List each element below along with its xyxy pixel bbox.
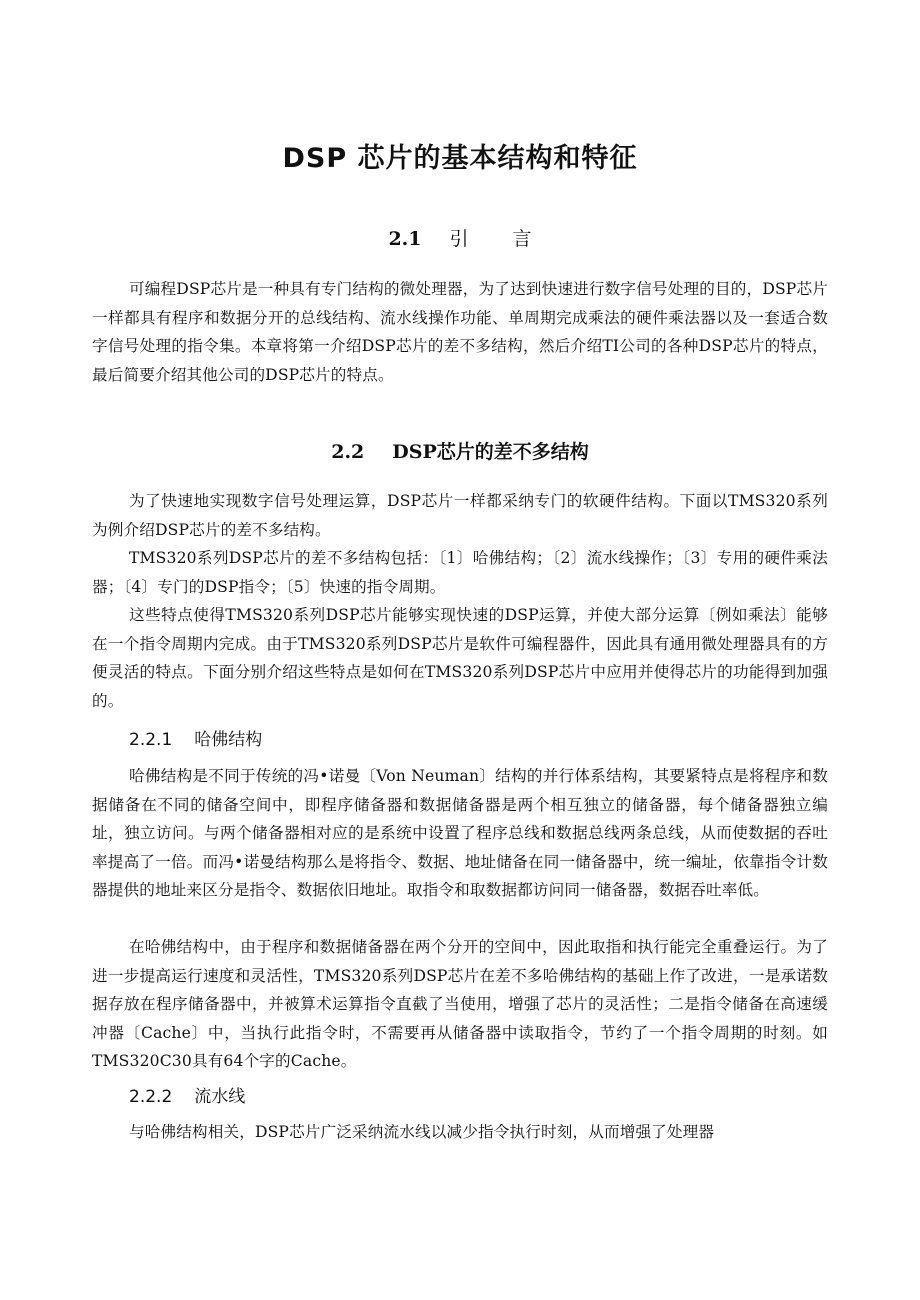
paragraph: 与哈佛结构相关，DSP芯片广泛采纳流水线以减少指令执行时刻，从而增强了处理器 [129,1123,715,1141]
paragraph-intro: 可编程DSP芯片是一种具有专门结构的微处理器，为了达到快速进行数字信号处理的目的，DSP芯片一样都具有程序和数据分开的总线结构、流水线操作功能、单周期完成乘法的硬件乘法器以及一套适合数字信号处理的指令集。本章将第一介绍DSP芯片的差不多结构，然后介绍TI公司的各种DSP芯片的特点，最后简要介绍其他公司的DSP芯片的特点。 [92,280,828,384]
section-number: 2.1 [388,228,422,250]
section-number: 2.2 [331,441,365,463]
document-page [92,0,828,1300]
section-heading-2-1 [92,224,828,251]
subsection-heading-2-2-2 [129,1082,245,1107]
section-title: DSP芯片的差不多结构 [392,441,589,463]
subsection-heading-2-2-1 [129,725,262,750]
section-title: 引言 [449,228,576,250]
paragraph: 在哈佛结构中，由于程序和数据储备器在两个分开的空间中，因此取指和执行能完全重叠运行。为了进一步提高运行速度和灵活性，TMS320系列DSP芯片在差不多哈佛结构的基础上作了改进，一是承诺数据存放在程序储备器中，并被算术运算指令直截了当使用，增强了芯片的灵活性；二是指令储备在高速缓冲器〔Cache〕中，当执行此指令时，不需要再从储备器中读取指令，节约了一个指令周期的时刻。如TMS320C30具有64个字的Cache。 [92,938,828,1071]
section-heading-2-2 [92,437,828,464]
paragraph: 哈佛结构是不同于传统的冯•诺曼〔Von Neuman〕结构的并行体系结构，其要紧特点是将程序和数据储备在不同的储备空间中，即程序储备器和数据储备器是两个相互独立的储备器，每个储备器独立编址，独立访问。与两个储备器相对应的是系统中设置了程序总线和数据总线两条总线，从而使数据的吞吐率提高了一倍。而冯•诺曼结构那么是将指令、数据、地址储备在同一储备器中，统一编址，依靠指令计数器提供的地址来区分是指令、数据依旧地址。取指令和取数据都访问同一储备器，数据吞吐率低。 [92,767,828,900]
paragraph: 这些特点使得TMS320系列DSP芯片能够实现快速的DSP运算，并使大部分运算〔例如乘法〕能够在一个指令周期内完成。由于TMS320系列DSP芯片是软件可编程器件，因此具有通用微处理器具有的方便灵活的特点。下面分别介绍这些特点是如何在TMS320系列DSP芯片中应用并使得芯片的功能得到加强的。 [92,606,828,710]
paragraph: TMS320系列DSP芯片的差不多结构包括：〔1〕哈佛结构；〔2〕流水线操作；〔3〕专用的硬件乘法器；〔4〕专门的DSP指令；〔5〕快速的指令周期。 [92,549,828,596]
subsection-number: 2.2.1 [129,730,173,750]
subsection-number: 2.2.2 [129,1087,173,1107]
document-title: DSP 芯片的基本结构和特征 [282,143,638,174]
paragraph: 为了快速地实现数字信号处理运算，DSP芯片一样都采纳专门的软硬件结构。下面以TMS320系列为例介绍DSP芯片的差不多结构。 [92,492,828,539]
subsection-title: 哈佛结构 [194,730,263,750]
subsection-title: 流水线 [194,1087,246,1107]
